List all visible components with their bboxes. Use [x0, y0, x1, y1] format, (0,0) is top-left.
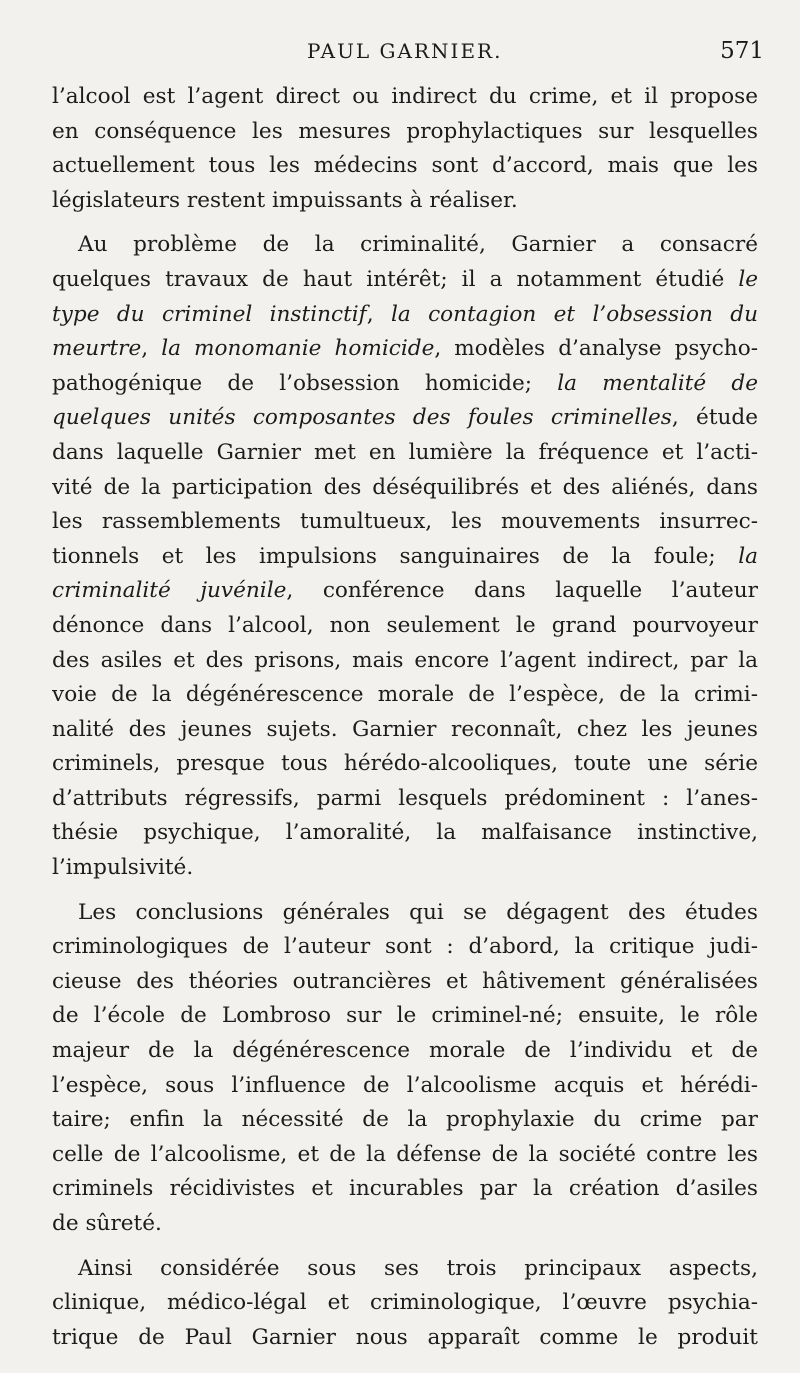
body-text	[52, 80, 758, 1355]
text-line: en conséquence les mesures prophylactiques sur lesquelles	[52, 118, 758, 144]
text-line: Ainsi considérée sous ses trois principaux aspects,	[78, 1255, 758, 1281]
text-line: trique de Paul Garnier nous apparaît comme le produit	[52, 1324, 758, 1350]
text-run: ,	[141, 336, 162, 362]
text-line: Les conclusions générales qui se dégagent des études	[78, 899, 758, 925]
italic-title: la monomanie homicide	[161, 336, 435, 362]
italic-title: la contagion et l’obsession du	[390, 301, 758, 327]
text-line: des asiles et des prisons, mais encore l’agent indirect, par la	[52, 647, 758, 673]
text-line: cieuse des théories outrancières et hâtivement généralisées	[52, 968, 758, 994]
text-line: de l’école de Lombroso sur le criminel-né; ensuite, le rôle	[52, 1003, 758, 1029]
text-line: voie de la dégénérescence morale de l’espèce, de la crimi-	[52, 682, 758, 708]
page-header	[0, 34, 800, 68]
text-line: criminels, presque tous hérédo-alcooliques, toute une série	[52, 751, 758, 777]
text-run: quelques travaux de haut intérêt; il a notamment étudié	[52, 266, 739, 292]
text-line	[52, 540, 758, 575]
text-run: tionnels et les impulsions sanguinaires de la foule;	[52, 543, 739, 569]
italic-title: quelques unités composantes des foules criminelles	[52, 405, 672, 431]
text-line	[52, 367, 758, 402]
text-line: criminels récidivistes et incurables par la création d’asiles	[52, 1176, 758, 1202]
text-line: l’alcool est l’agent direct ou indirect du crime, et il propose	[52, 84, 758, 109]
text-line: clinique, médico-légal et criminologique, l’œuvre psychia-	[52, 1290, 758, 1316]
text-line: les rassemblements tumultueux, les mouvements insurrec-	[52, 509, 758, 535]
page-number: 571	[720, 38, 764, 64]
text-line: celle de l’alcoolisme, et de la défense de la société contre les	[52, 1141, 758, 1167]
italic-title: criminalité juvénile	[52, 578, 287, 604]
text-line: dénonce dans l’alcool, non seulement le grand pourvoyeur	[52, 612, 758, 638]
text-line: de sûreté.	[52, 1211, 162, 1236]
text-line: l’espèce, sous l’influence de l’alcoolisme acquis et hérédi-	[52, 1072, 758, 1098]
text-line: thésie psychique, l’amoralité, la malfaisance instinctive,	[52, 820, 758, 846]
text-line	[52, 574, 758, 609]
text-line: dans laquelle Garnier met en lumière la fréquence et l’acti-	[52, 439, 758, 465]
italic-title: le	[738, 266, 758, 292]
text-line: l’impulsivité.	[52, 855, 194, 881]
text-line	[52, 332, 758, 367]
text-line	[52, 298, 758, 333]
text-run: , étude	[671, 405, 758, 431]
text-line: actuellement tous les médecins sont d’accord, mais que les	[52, 153, 758, 179]
text-run: , conférence dans laquelle l’auteur	[286, 578, 758, 604]
italic-title: meurtre	[52, 336, 142, 362]
text-run: , modèles d’analyse psycho-	[434, 336, 758, 362]
text-run: pathogénique de l’obsession homicide;	[52, 370, 558, 396]
text-line: nalité des jeunes sujets. Garnier reconnaît, chez les jeunes	[52, 716, 758, 742]
text-line: d’attributs régressifs, parmi lesquels prédominent : l’anes-	[52, 785, 758, 811]
text-line: vité de la participation des déséquilibrés et des aliénés, dans	[52, 474, 758, 500]
paragraph	[52, 1252, 758, 1356]
italic-title: la mentalité de	[557, 370, 758, 396]
text-line: Au problème de la criminalité, Garnier a consacré	[78, 232, 758, 258]
text-line: majeur de la dégénérescence morale de l’individu et de	[52, 1038, 758, 1064]
text-run: ,	[366, 301, 391, 327]
paragraph	[52, 896, 758, 1242]
paragraph	[52, 228, 758, 885]
text-line: législateurs restent impuissants à réaliser.	[52, 187, 518, 213]
text-line: taire; enfin la nécessité de la prophylaxie du crime par	[52, 1107, 758, 1133]
running-head: PAUL GARNIER.	[307, 39, 503, 63]
paragraph	[52, 80, 758, 218]
text-line	[52, 401, 758, 436]
text-line: criminologiques de l’auteur sont : d’abord, la critique judi-	[52, 934, 758, 960]
italic-title: la	[738, 543, 758, 569]
text-line	[52, 263, 758, 298]
italic-title: type du criminel instinctif	[52, 301, 367, 327]
